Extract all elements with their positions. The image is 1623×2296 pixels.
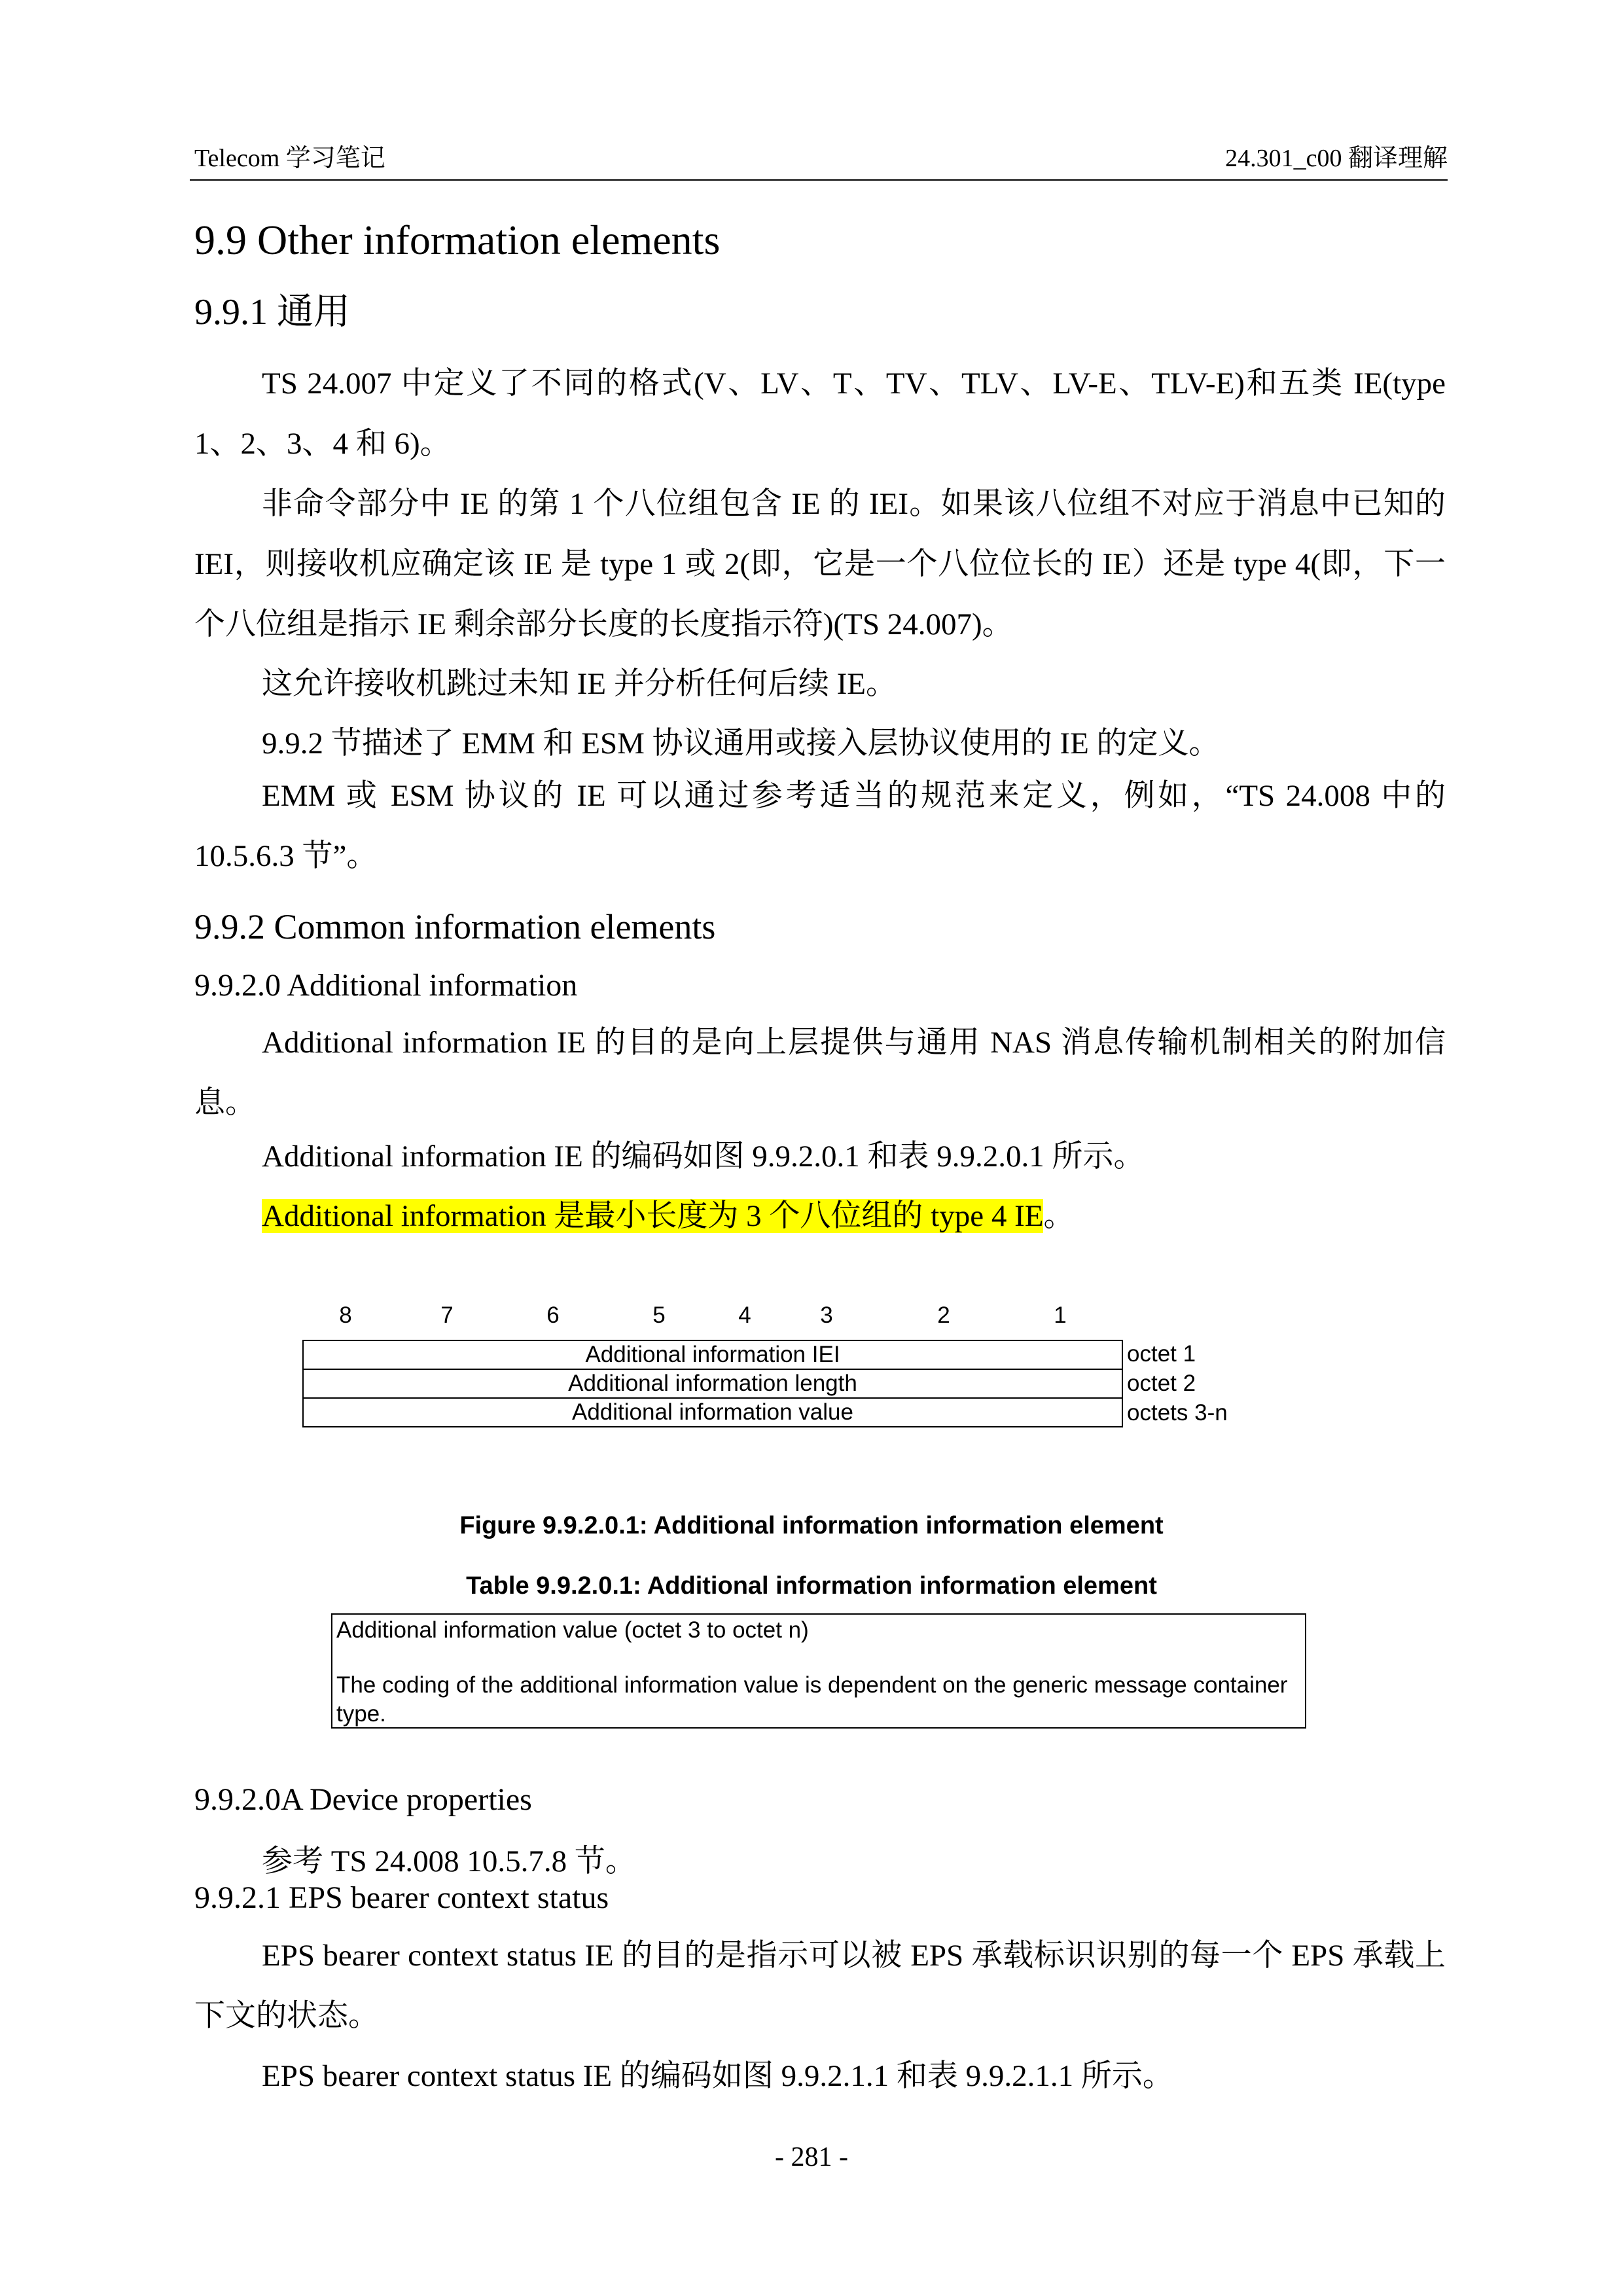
octet-label: octet 1 [1127, 1341, 1196, 1367]
section-9-9-2-0-heading: 9.9.2.0 Additional information [194, 968, 578, 1003]
section-9-9-2-0A-heading: 9.9.2.0A Device properties [194, 1782, 532, 1817]
section-9-9-heading: 9.9 Other information elements [194, 217, 721, 263]
paragraph-reference: EMM 或 ESM 协议的 IE 可以通过参考适当的规范来定义，例如，“TS 24.008 中的 10.5.6.3 节”。 [194, 779, 1446, 873]
table-caption: Table 9.9.2.0.1: Additional information information element [466, 1572, 1157, 1600]
bit-5-label: 5 [652, 1302, 666, 1328]
paragraph-formats: TS 24.007 中定义了不同的格式(V、LV、T、TV、TLV、LV-E、TLV-E)和五类 IE(type 1、2、3、4 和 6)。 [194, 367, 1446, 461]
section-9-9-2-1-heading: 9.9.2.1 EPS bearer context status [194, 1880, 609, 1915]
figure-row [303, 1398, 1122, 1427]
bit-7-label: 7 [440, 1302, 454, 1328]
paragraph-eps-coding: EPS bearer context status IE 的编码如图 9.9.2.1.1 和表 9.9.2.1.1 所示。 [262, 2059, 1173, 2093]
coding-table [331, 1613, 1306, 1729]
figure-row-label: Additional information length [303, 1369, 1122, 1398]
header-divider [190, 179, 1448, 181]
sentence-end: 。 [1043, 1199, 1075, 1233]
paragraph-skip-unknown: 这允许接收机跳过未知 IE 并分析任何后续 IE。 [262, 667, 897, 701]
paragraph-iei: 非命令部分中 IE 的第 1 个八位组包含 IE 的 IEI。如果该八位组不对应于消息中已知的 IEI，则接收机应确定该 IE 是 type 1 或 2(即，它是一个八位位长的 IE）还是 type 4(即，下一个八位组是指示 IE 剩余部分长度的长度指示符)(TS 24.007)。 [194, 487, 1446, 641]
paragraph-eps-purpose: EPS bearer context status IE 的目的是指示可以被 EPS 承载标识识别的每一个 EPS 承载上下文的状态。 [194, 1939, 1446, 2033]
paragraph-coding: Additional information IE 的编码如图 9.9.2.0.1 和表 9.9.2.0.1 所示。 [262, 1139, 1145, 1174]
bit-4-label: 4 [738, 1302, 751, 1328]
bit-2-label: 2 [937, 1302, 950, 1328]
bit-3-label: 3 [820, 1302, 833, 1328]
paragraph-purpose: Additional information IE 的目的是向上层提供与通用 NAS 消息传输机制相关的附加信息。 [194, 1026, 1446, 1120]
header-right: 24.301_c00 翻译理解 [1225, 145, 1448, 172]
paragraph-device-properties: 参考 TS 24.008 10.5.7.8 节。 [262, 1844, 636, 1878]
table-spacer [336, 1645, 1301, 1671]
highlighted-text: Additional information 是最小长度为 3 个八位组的 type 4 IE [262, 1199, 1044, 1233]
figure-row-label: Additional information value [303, 1398, 1122, 1427]
table-line: The coding of the additional information value is dependent on the generic message container type. [336, 1672, 1288, 1727]
section-9-9-2-heading: 9.9.2 Common information elements [194, 907, 716, 946]
bit-8-label: 8 [339, 1302, 352, 1328]
paragraph-9-9-2-desc: 9.9.2 节描述了 EMM 和 ESM 协议通用或接入层协议使用的 IE 的定义。 [262, 726, 1220, 761]
bit-6-label: 6 [546, 1302, 560, 1328]
table-line: Additional information value (octet 3 to octet n) [336, 1617, 809, 1643]
octet-label: octets 3-n [1127, 1400, 1228, 1426]
section-9-9-1-heading: 9.9.1 通用 [194, 292, 350, 332]
figure-row-label: Additional information IEI [303, 1340, 1122, 1369]
bit-1-label: 1 [1054, 1302, 1067, 1328]
paragraph-type4 [262, 1191, 1074, 1235]
figure-row [303, 1369, 1122, 1398]
ie-structure-figure [302, 1340, 1123, 1427]
octet-label: octet 2 [1127, 1371, 1196, 1396]
figure-row [303, 1340, 1122, 1369]
page-number: - 281 - [775, 2142, 848, 2172]
figure-caption: Figure 9.9.2.0.1: Additional information information element [459, 1512, 1164, 1539]
header-left: Telecom 学习笔记 [194, 145, 385, 172]
